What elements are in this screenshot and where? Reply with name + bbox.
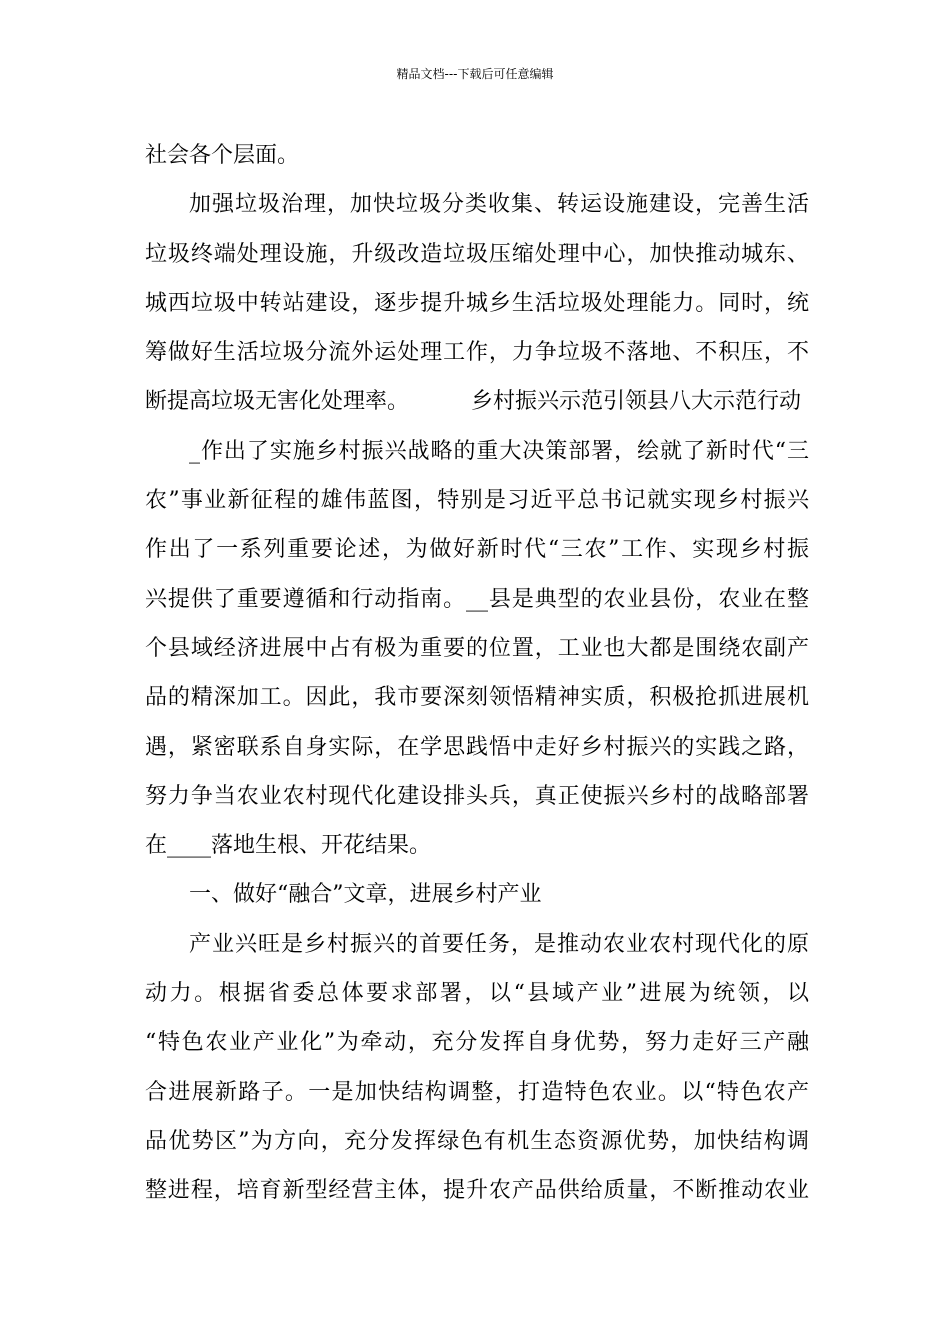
text-line-content: 在____落地生根、开花结果。 xyxy=(145,833,432,859)
text-line xyxy=(145,1068,809,1117)
text-line xyxy=(145,476,809,525)
text-line xyxy=(145,772,809,821)
page-header: 精品文档---下载后可任意编辑 xyxy=(396,67,554,81)
text-line xyxy=(145,723,809,772)
text-line-content: “特色农业产业化”为牵动，充分发挥自身优势，努力走好三产融 xyxy=(145,1030,809,1056)
text-line xyxy=(145,328,809,377)
text-line xyxy=(145,525,809,574)
text-line-content: 合进展新路子。一是加快结构调整，打造特色农业。以“特色农产 xyxy=(145,1079,809,1105)
text-line xyxy=(145,1166,809,1215)
text-line-content: 整进程，培育新型经营主体，提升农产品供给质量，不断推动农业 xyxy=(145,1178,809,1204)
text-line xyxy=(145,920,809,969)
text-line xyxy=(145,821,809,870)
text-line xyxy=(145,279,809,328)
text-line xyxy=(145,230,809,279)
text-line-content: 城西垃圾中转站建设，逐步提升城乡生活垃圾处理能力。同时，统 xyxy=(145,290,809,316)
text-line-content: 个县域经济进展中占有极为重要的位置，工业也大都是围绕农副产 xyxy=(145,635,809,661)
text-line-content: 产业兴旺是乡村振兴的首要任务，是推动农业农村现代化的原 xyxy=(189,931,809,957)
section-heading-inline: 乡村振兴示范引领县八大示范行动 xyxy=(471,389,802,415)
text-line-content: 加强垃圾治理，加快垃圾分类收集、转运设施建设，完善生活 xyxy=(189,192,809,218)
document-body xyxy=(145,131,809,1216)
text-line xyxy=(145,870,809,919)
text-line xyxy=(145,131,809,180)
text-line xyxy=(145,624,809,673)
text-line-content: 断提高垃圾无害化处理率。 xyxy=(145,389,410,415)
text-line-content: 遇，紧密联系自身实际，在学思践悟中走好乡村振兴的实践之路， xyxy=(145,734,809,760)
text-line xyxy=(145,377,809,426)
text-line xyxy=(145,969,809,1018)
text-line-content: 努力争当农业农村现代化建设排头兵，真正使振兴乡村的战略部署 xyxy=(145,783,809,809)
text-line-content: 品优势区”为方向，充分发挥绿色有机生态资源优势，加快结构调 xyxy=(145,1128,809,1154)
text-line xyxy=(145,1018,809,1067)
text-line-content: 动力。根据省委总体要求部署，以“县域产业”进展为统领，以 xyxy=(145,981,809,1007)
text-line-content: 垃圾终端处理设施，升级改造垃圾压缩处理中心，加快推动城东、 xyxy=(145,241,809,267)
text-line-content: 农”事业新征程的雄伟蓝图，特别是习近平总书记就实现乡村振兴 xyxy=(145,488,809,514)
text-line-content: 兴提供了重要遵循和行动指南。__县是典型的农业县份，农业在整 xyxy=(145,586,809,612)
text-line-content: 筹做好生活垃圾分流外运处理工作，力争垃圾不落地、不积压，不 xyxy=(145,340,809,366)
text-line-content: 作出了一系列重要论述，为做好新时代“三农”工作、实现乡村振 xyxy=(145,537,809,563)
text-line xyxy=(145,575,809,624)
text-line xyxy=(145,427,809,476)
text-line-content: 社会各个层面。 xyxy=(145,143,300,168)
text-line xyxy=(145,1117,809,1166)
text-line xyxy=(145,673,809,722)
text-line xyxy=(145,180,809,229)
text-line-content: 品的精深加工。因此，我市要深刻领悟精神实质，积极抢抓进展机 xyxy=(145,685,809,711)
text-line-content: _作出了实施乡村振兴战略的重大决策部署，绘就了新时代“三 xyxy=(189,438,809,464)
text-line-content: 一、做好“融合”文章，进展乡村产业 xyxy=(189,882,542,908)
